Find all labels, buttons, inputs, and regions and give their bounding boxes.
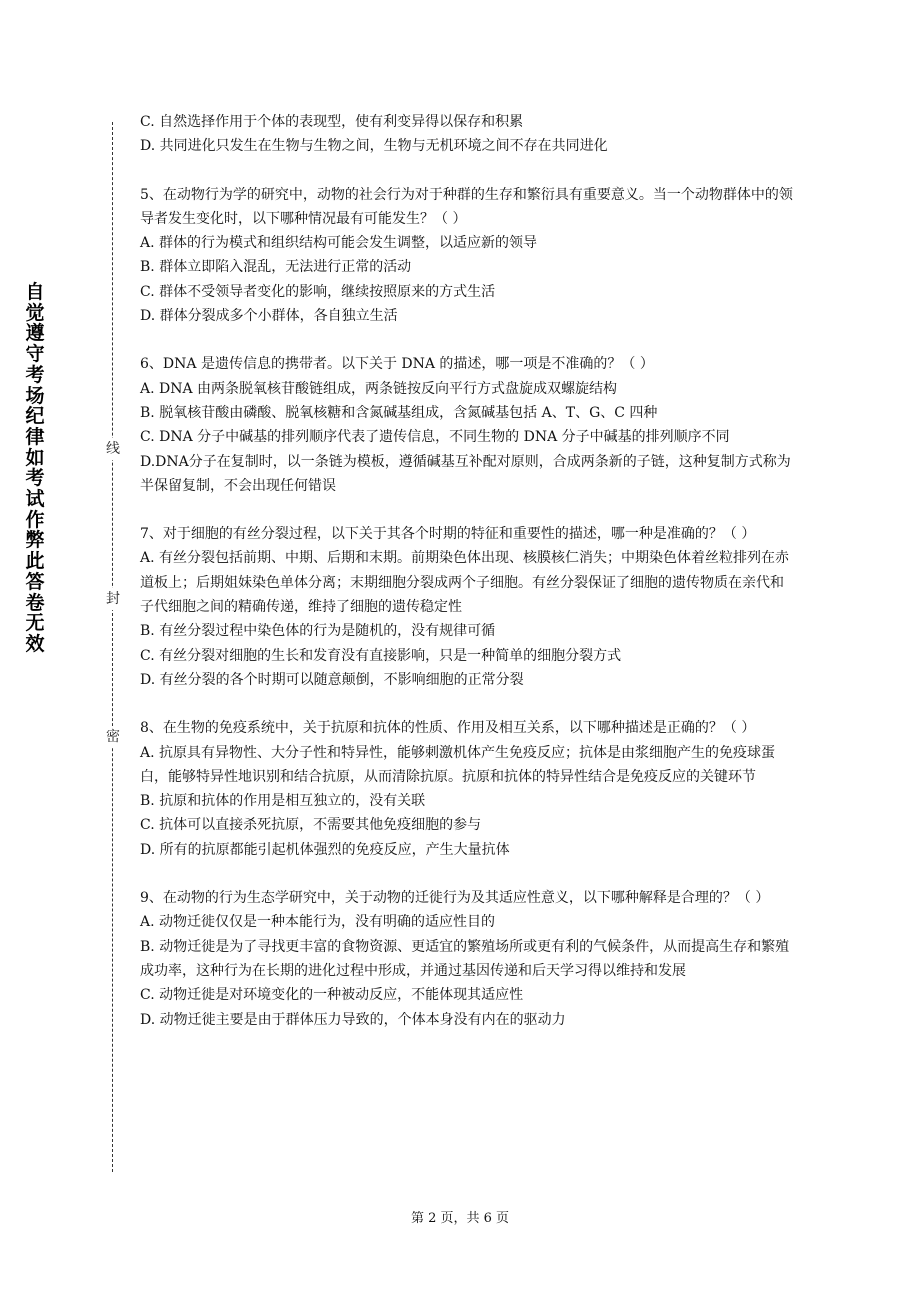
option-c: C. 动物迁徙是对环境变化的一种被动反应，不能体现其适应性 [140, 987, 524, 1004]
page-number: 第 2 页，共 6 页 [410, 1211, 510, 1226]
option-d: D. 有丝分裂的各个时期可以随意颠倒，不影响细胞的正常分裂 [140, 671, 524, 688]
question-5 [140, 183, 796, 329]
option-c: C. 有丝分裂对细胞的生长和发育没有直接影响，只是一种简单的细胞分裂方式 [140, 647, 622, 664]
question-stem: 9、在动物的行为生态学研究中，关于动物的迁徙行为及其适应性意义，以下哪种解释是合理的？（ ） [140, 890, 770, 907]
option-a: A. 抗原具有异物性、大分子性和特异性，能够刺激机体产生免疫反应；抗体是由浆细胞产生的免疫球蛋白，能够特异性地识别和结合抗原，从而清除抗原。抗原和抗体的特异性结合是免疫反应的关键环节 [140, 744, 776, 785]
option-a: A. 动物迁徙仅仅是一种本能行为，没有明确的适应性目的 [140, 914, 496, 931]
option-a: A. 有丝分裂包括前期、中期、后期和末期。前期染色体出现、核膜核仁消失；中期染色体着丝粒排列在赤道板上；后期姐妹染色单体分离；末期细胞分裂成两个子细胞。有丝分裂保证了细胞的遗传物质在亲代和子代细胞之间的精确传递，维持了细胞的遗传稳定性 [140, 550, 790, 616]
question-8 [140, 716, 796, 862]
option-b: B. 脱氧核苷酸由磷酸、脱氧核糖和含氮碱基组成，含氮碱基包括 A、T、G、C 四种 [140, 404, 658, 421]
question-stem: 5、在动物行为学的研究中，动物的社会行为对于种群的生存和繁衍具有重要意义。当一个动物群体中的领导者发生变化时，以下哪种情况最有可能发生？（ ） [140, 186, 793, 227]
option-d: D.DNA分子在复制时，以一条链为模板，遵循碱基互补配对原则，合成两条新的子链，这种复制方式称为半保留复制，不会出现任何错误 [140, 453, 791, 494]
binding-mark-line: 线 [103, 438, 123, 460]
option-a: A. DNA 由两条脱氧核苷酸链组成，两条链按反向平行方式盘旋成双螺旋结构 [140, 380, 618, 397]
question-4-tail [140, 110, 796, 159]
option-d: D. 动物迁徙主要是由于群体压力导致的，个体本身没有内在的驱动力 [140, 1011, 566, 1028]
option-d: D. 群体分裂成多个小群体，各自独立生活 [140, 308, 398, 325]
question-6 [140, 352, 796, 498]
binding-cut-line [112, 122, 113, 1172]
option-a: A. 群体的行为模式和组织结构可能会发生调整，以适应新的领导 [140, 235, 538, 252]
option-c: C. DNA 分子中碱基的排列顺序代表了遗传信息，不同生物的 DNA 分子中碱基的排列顺序不同 [140, 429, 730, 446]
option-b: B. 抗原和抗体的作用是相互独立的，没有关联 [140, 793, 426, 810]
option-b: B. 动物迁徙是为了寻找更丰富的食物资源、更适宜的繁殖场所或更有利的气候条件，从而提高生存和繁殖成功率，这种行为在长期的进化过程中形成，并通过基因传递和后天学习得以维持和发展 [140, 938, 790, 979]
question-content [140, 110, 796, 1056]
option-d: D. 共同进化只发生在生物与生物之间，生物与无机环境之间不存在共同进化 [140, 138, 608, 155]
question-stem: 6、DNA 是遗传信息的携带者。以下关于 DNA 的描述，哪一项是不准确的？（ ） [140, 356, 654, 373]
option-d: D. 所有的抗原都能引起机体强烈的免疫反应，产生大量抗体 [140, 841, 510, 858]
question-stem: 8、在生物的免疫系统中，关于抗原和抗体的性质、作用及相互关系，以下哪种描述是正确的？（ ） [140, 720, 756, 737]
question-9 [140, 886, 796, 1032]
option-b: B. 有丝分裂过程中染色体的行为是随机的，没有规律可循 [140, 623, 496, 640]
option-c: C. 自然选择作用于个体的表现型，使有利变异得以保存和积累 [140, 114, 524, 130]
exam-discipline-notice: 自觉遵守考场纪律如考试作弊此答卷无效 [25, 281, 45, 655]
option-b: B. 群体立即陷入混乱，无法进行正常的活动 [140, 259, 412, 276]
option-c: C. 群体不受领导者变化的影响，继续按照原来的方式生活 [140, 283, 496, 300]
question-7 [140, 522, 796, 692]
binding-mark-seal: 封 [103, 588, 123, 610]
option-c: C. 抗体可以直接杀死抗原，不需要其他免疫细胞的参与 [140, 817, 482, 834]
question-stem: 7、对于细胞的有丝分裂过程，以下关于其各个时期的特征和重要性的描述，哪一种是准确的？（ ） [140, 526, 756, 543]
binding-mark-secret: 密 [103, 726, 123, 748]
